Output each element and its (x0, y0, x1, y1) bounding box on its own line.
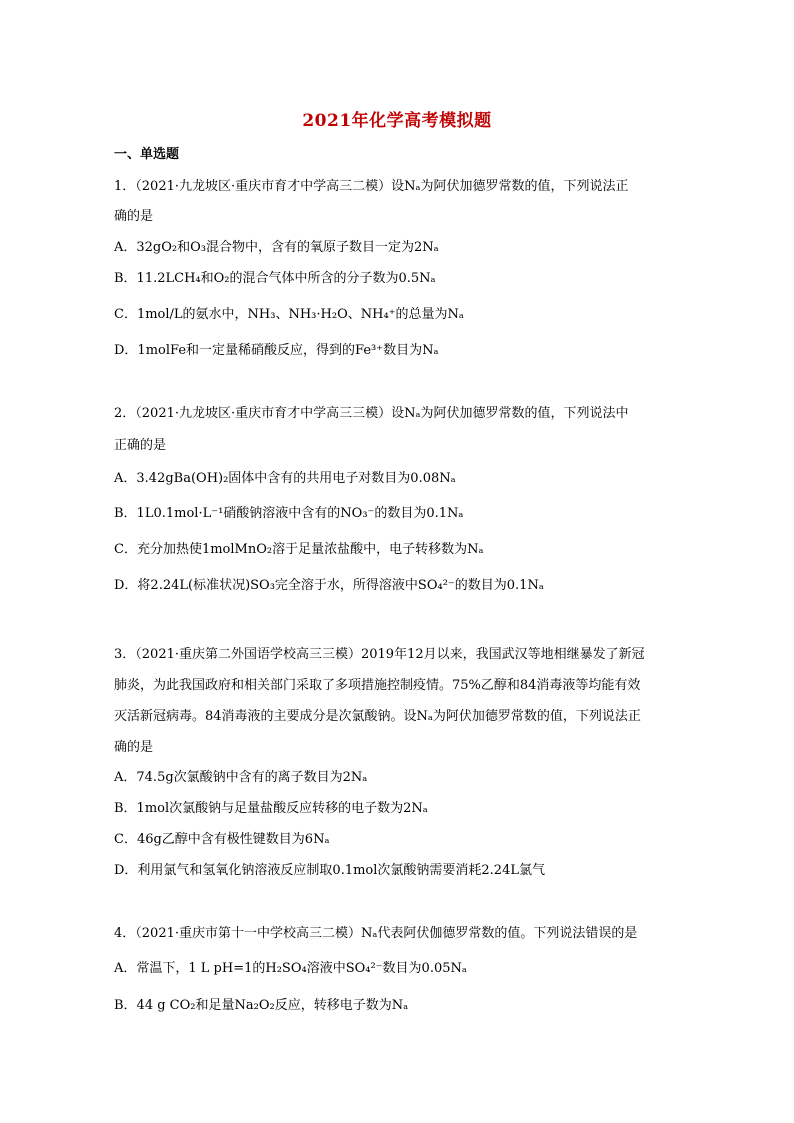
question-2-option-c: C．充分加热使1molMnO₂溶于足量浓盐酸中，电子转移数为Nₐ (114, 542, 484, 557)
question-3-option-c: C．46g乙醇中含有极性键数目为6Nₐ (114, 832, 330, 847)
question-3-option-d: D．利用氯气和氢氧化钠溶液反应制取0.1mol次氯酸钠需要消耗2.24L氯气 (114, 863, 545, 878)
section-heading: 一、单选题 (114, 147, 180, 162)
question-2-option-d: D．将2.24L(标准状况)SO₃完全溶于水，所得溶液中SO₄²⁻的数目为0.1Nₐ (114, 578, 544, 593)
question-1-option-c: C．1mol/L的氨水中，NH₃、NH₃·H₂O、NH₄⁺的总量为Nₐ (114, 307, 464, 322)
question-3-stem-line-1: 3．（2021·重庆第二外国语学校高三三模）2019年12月以来，我国武汉等地相继暴发了新冠 (114, 647, 645, 662)
question-2-stem-line-2: 正确的是 (114, 438, 167, 453)
question-3-stem-line-2: 肺炎，为此我国政府和相关部门采取了多项措施控制疫情。75%乙醇和84消毒液等均能有效 (114, 678, 641, 693)
question-1-option-d: D．1molFe和一定量稀硝酸反应，得到的Fe³⁺数目为Nₐ (114, 343, 439, 358)
question-1-stem-line-2: 确的是 (114, 209, 154, 224)
question-2-stem-line-1: 2．（2021·九龙坡区·重庆市育才中学高三三模）设Nₐ为阿伏加德罗常数的值，下列说法中 (114, 406, 629, 421)
question-3-option-b: B．1mol次氯酸钠与足量盐酸反应转移的电子数为2Nₐ (114, 801, 428, 816)
question-1-stem-line-1: 1．（2021·九龙坡区·重庆市育才中学高三二模）设Nₐ为阿伏加德罗常数的值，下列说法正 (114, 179, 629, 194)
question-3-option-a: A．74.5g次氯酸钠中含有的离子数目为2Nₐ (114, 770, 368, 785)
question-2-option-a: A．3.42gBa(OH)₂固体中含有的共用电子对数目为0.08Nₐ (114, 471, 456, 486)
question-2-option-b: B．1L0.1mol·L⁻¹硝酸钠溶液中含有的NO₃⁻的数目为0.1Nₐ (114, 506, 464, 521)
question-3-stem-line-3: 灭活新冠病毒。84消毒液的主要成分是次氯酸钠。设Nₐ为阿伏加德罗常数的值，下列说法正 (114, 709, 641, 724)
question-3-stem-line-4: 确的是 (114, 740, 154, 755)
page-title: 2021年化学高考模拟题 (302, 111, 492, 131)
question-1-option-b: B．11.2LCH₄和O₂的混合气体中所含的分子数为0.5Nₐ (114, 271, 436, 286)
question-4-option-a: A．常温下，1 L pH=1的H₂SO₄溶液中SO₄²⁻数目为0.05Nₐ (114, 961, 467, 976)
question-4-option-b: B．44 g CO₂和足量Na₂O₂反应，转移电子数为Nₐ (114, 998, 409, 1013)
question-1-option-a: A．32gO₂和O₃混合物中，含有的氧原子数目一定为2Nₐ (114, 240, 439, 255)
question-4-stem-line-1: 4．（2021·重庆市第十一中学校高三二模）Nₐ代表阿伏伽德罗常数的值。下列说法错误的是 (114, 926, 638, 941)
